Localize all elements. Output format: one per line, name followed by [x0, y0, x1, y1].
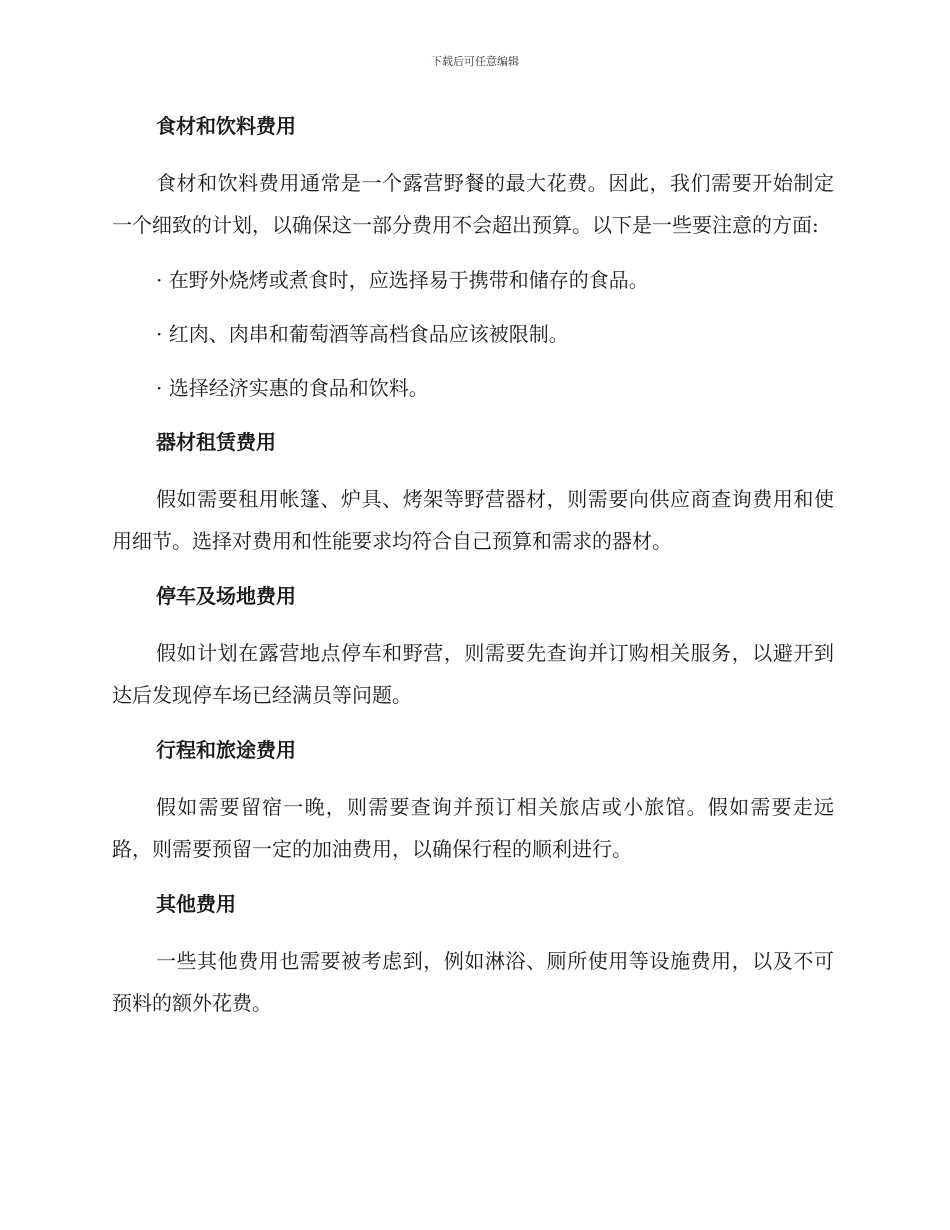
bullet-item: · 在野外烧烤或煮食时，应选择易于携带和储存的食品。	[156, 268, 649, 292]
section-heading: 行程和旅途费用	[156, 738, 296, 762]
section-heading: 器材租赁费用	[156, 430, 276, 454]
section-paragraph: 假如需要留宿一晚，则需要查询并预订相关旅店或小旅馆。假如需要走远路，则需要预留一定的加油费用，以确保行程的顺利进行。	[112, 795, 834, 861]
section-heading: 食材和饮料费用	[156, 114, 296, 138]
section-paragraph: 假如需要租用帐篷、炉具、烤架等野营器材，则需要向供应商查询费用和使用细节。选择对费用和性能要求均符合自己预算和需求的器材。	[112, 487, 834, 553]
bullet-item: · 选择经济实惠的食品和饮料。	[156, 376, 429, 400]
section-paragraph: 一些其他费用也需要被考虑到，例如淋浴、厕所使用等设施费用，以及不可预料的额外花费。	[112, 949, 834, 1015]
section-parking-site	[112, 578, 834, 732]
bullet-item: · 红肉、肉串和葡萄酒等高档食品应该被限制。	[156, 322, 569, 346]
section-equipment-rental	[112, 424, 834, 578]
section-food-drinks	[112, 108, 834, 424]
section-paragraph: 食材和饮料费用通常是一个露营野餐的最大花费。因此，我们需要开始制定一个细致的计划，以确保这一部分费用不会超出预算。以下是一些要注意的方面:	[112, 171, 834, 237]
section-heading: 其他费用	[156, 892, 236, 916]
section-other	[112, 886, 834, 1024]
document-body	[112, 108, 834, 1024]
page-header: 下载后可任意编辑	[431, 55, 519, 68]
section-travel	[112, 732, 834, 886]
section-paragraph: 假如计划在露营地点停车和野营，则需要先查询并订购相关服务，以避开到达后发现停车场已经满员等问题。	[112, 641, 834, 707]
section-heading: 停车及场地费用	[156, 584, 296, 608]
